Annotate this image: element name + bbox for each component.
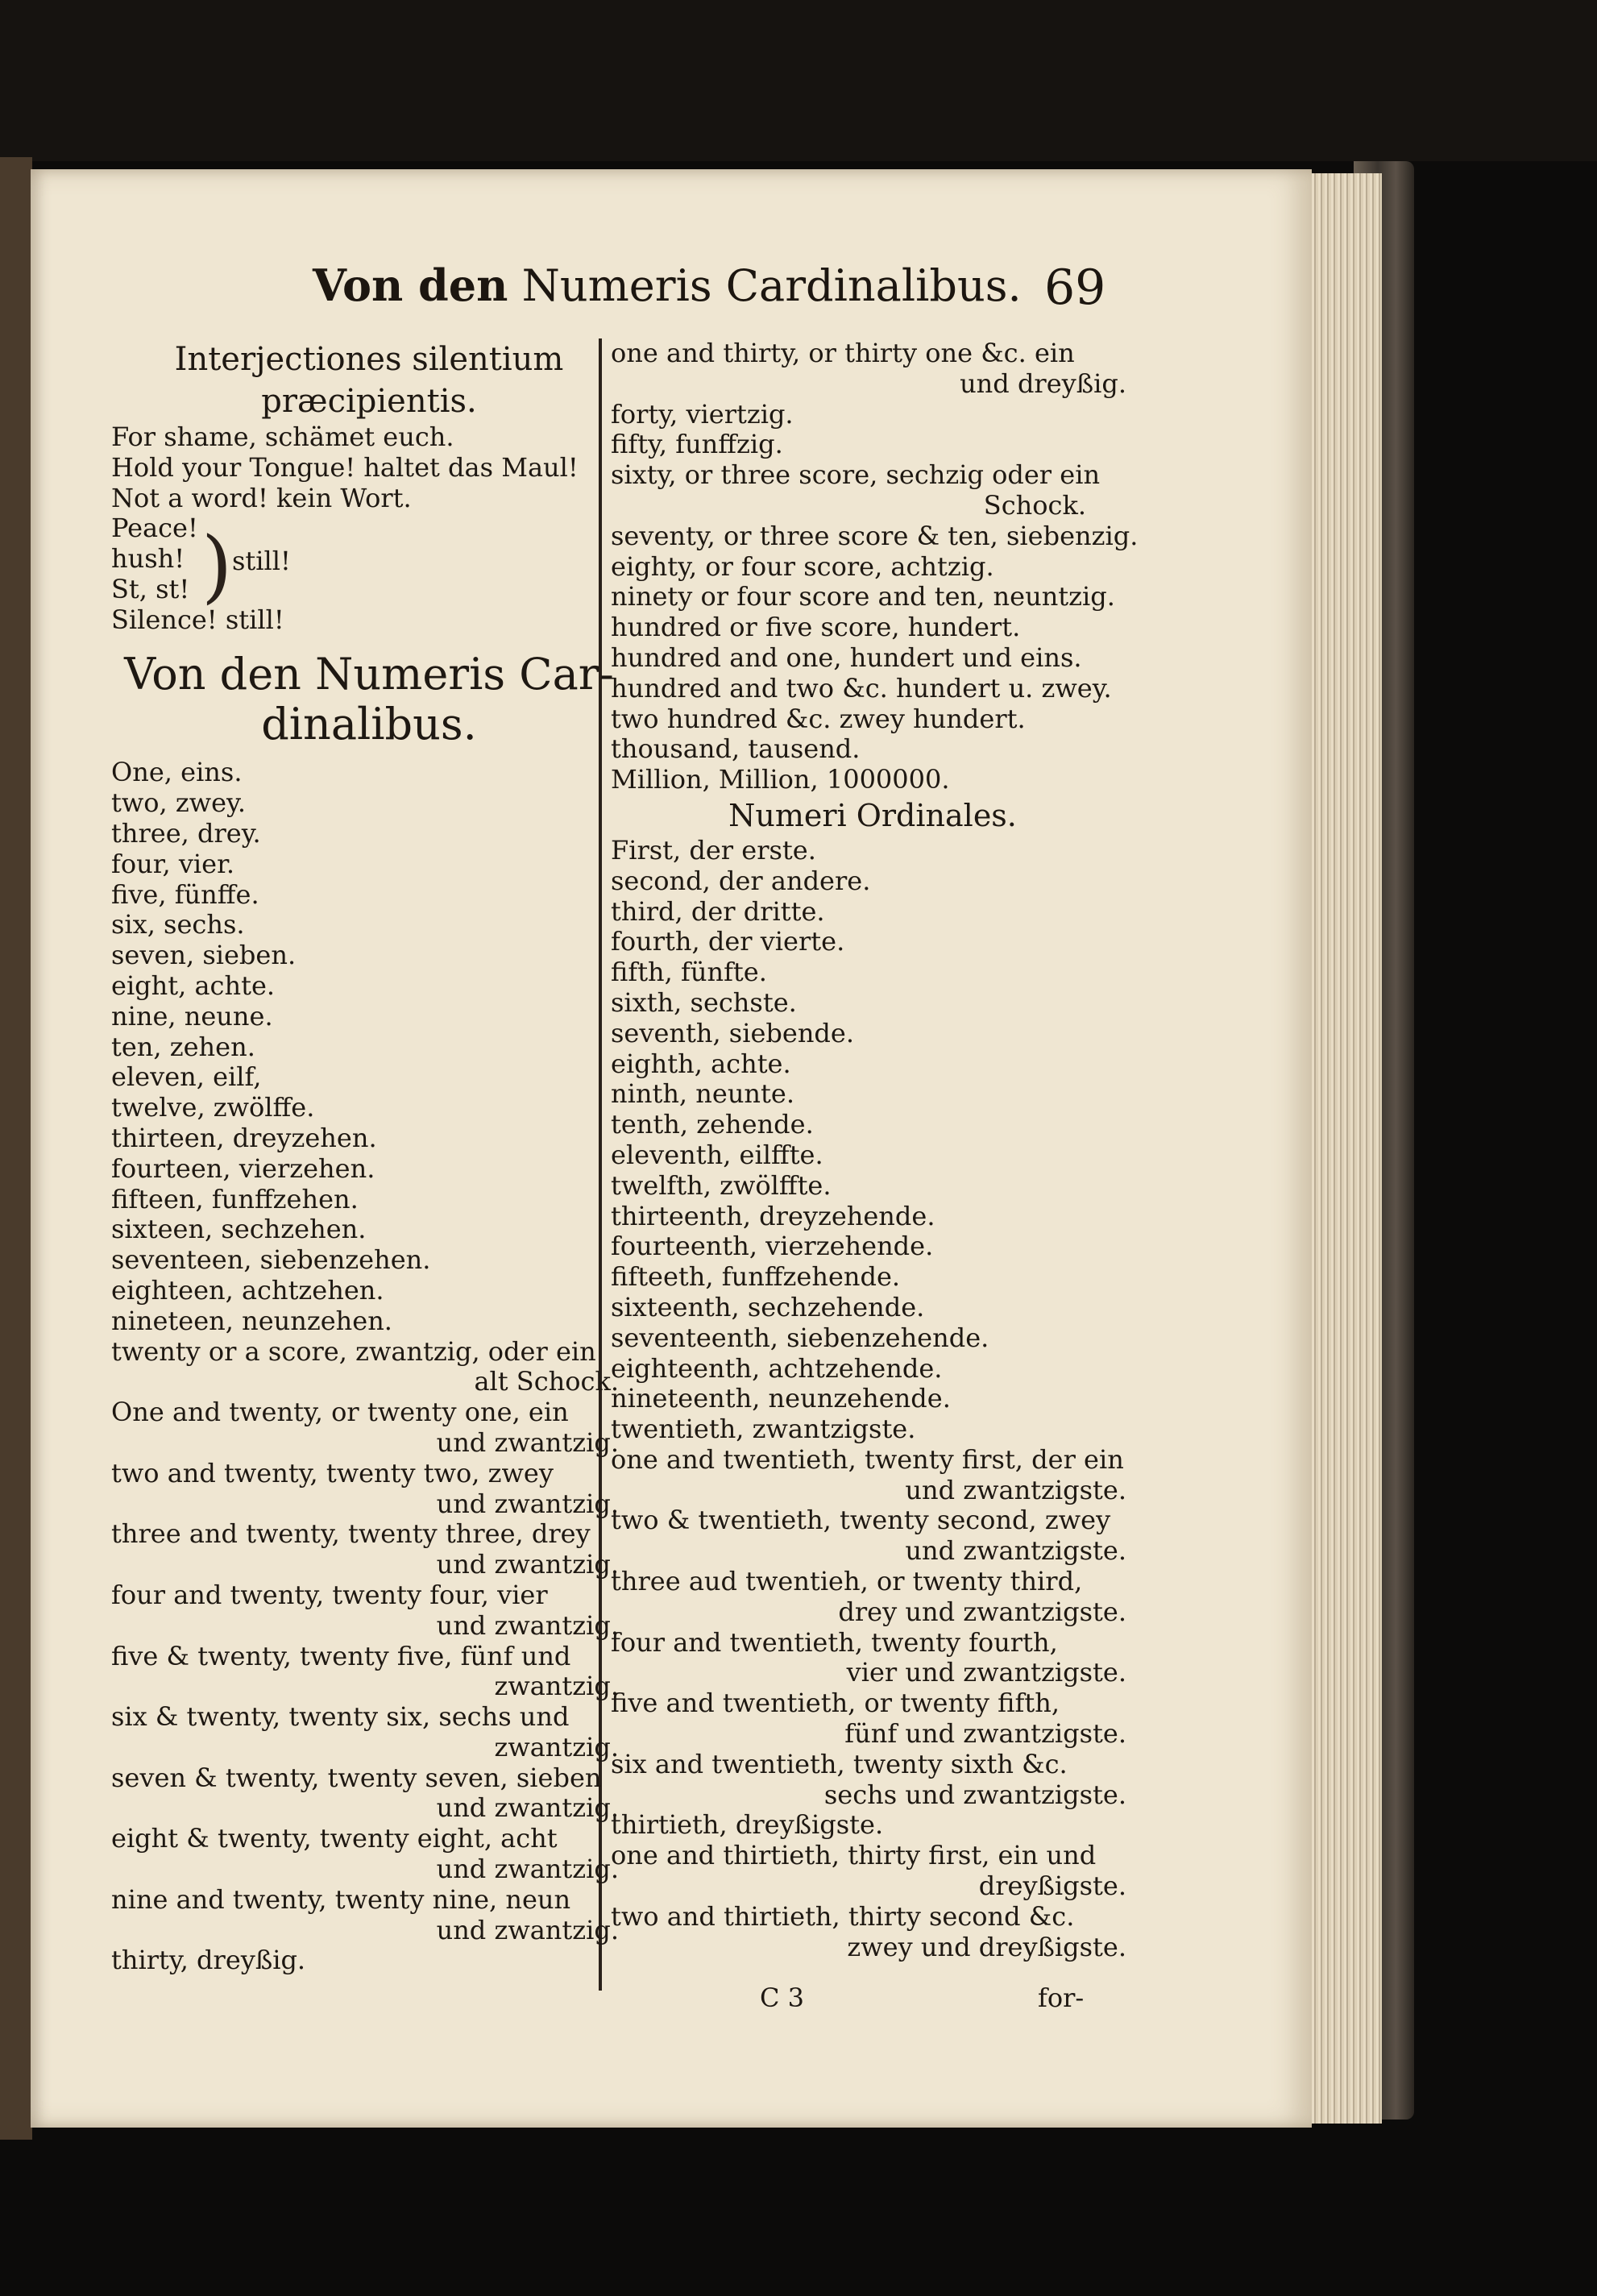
ordinal-entry: eighteenth, achtzehende. bbox=[611, 1352, 943, 1384]
ordinal-entry: fifth, fünfte. bbox=[611, 957, 767, 988]
header-latin: Numeris Cardinalibus. bbox=[521, 260, 1022, 311]
book-page bbox=[31, 169, 1312, 2128]
number-entry: four and twenty, twenty four, vier bbox=[111, 1579, 548, 1610]
ordinal-entry: one and thirtieth, thirty first, ein und bbox=[611, 1840, 1097, 1871]
ordinal-entry: twelfth, zwölffte. bbox=[611, 1169, 832, 1201]
number-entry: twenty or a score, zwantzig, oder ein bbox=[111, 1335, 596, 1367]
number-entry-cont: und zwantzig. bbox=[436, 1426, 619, 1458]
ordinals-heading: Numeri Ordinales. bbox=[728, 797, 1017, 833]
ordinal-entry: nineteenth, neunzehende. bbox=[611, 1383, 951, 1414]
ordinal-entry: First, der erste. bbox=[611, 834, 816, 866]
ordinal-entry-cont: sechs und zwantzigste. bbox=[823, 1779, 1126, 1810]
number-entry: five & twenty, twenty five, fünf und bbox=[111, 1640, 571, 1671]
number-entry: four, vier. bbox=[111, 848, 235, 879]
ordinal-entry-cont: vier und zwantzigste. bbox=[846, 1657, 1126, 1688]
catchword: for- bbox=[1038, 1983, 1085, 2013]
section-heading-line: dinalibus. bbox=[261, 699, 477, 750]
number-entry-cont: und zwantzig. bbox=[436, 1549, 619, 1580]
number-entry-cont: zwantzig. bbox=[494, 1731, 619, 1762]
entry-line: hush! bbox=[111, 543, 185, 575]
number-entry: One and twenty, or twenty one, ein bbox=[111, 1397, 569, 1428]
number-entry: fifty, funffzig. bbox=[611, 429, 783, 460]
number-entry: thirteen, dreyzehen. bbox=[111, 1122, 377, 1153]
ordinal-entry-cont: drey und zwantzigste. bbox=[838, 1596, 1126, 1627]
number-entry: twelve, zwölffe. bbox=[111, 1092, 315, 1123]
ordinal-entry-cont: dreyßigste. bbox=[978, 1870, 1126, 1902]
ordinal-entry: fourteenth, vierzehende. bbox=[611, 1231, 934, 1262]
number-entry: eight, achte. bbox=[111, 969, 276, 1001]
number-entry: hundred or five score, hundert. bbox=[611, 612, 1021, 643]
number-entry: fourteen, vierzehen. bbox=[111, 1152, 375, 1184]
silence-group bbox=[111, 513, 627, 635]
ordinal-entry: tenth, zehende. bbox=[611, 1109, 814, 1140]
number-entry: six, sechs. bbox=[111, 909, 245, 940]
number-entry: hundred and two &c. hundert u. zwey. bbox=[611, 672, 1112, 704]
number-entry: seventy, or three score & ten, siebenzig. bbox=[611, 520, 1139, 551]
number-entry: three and twenty, twenty three, drey bbox=[111, 1518, 591, 1550]
ordinal-entry: five and twentieth, or twenty fifth, bbox=[611, 1688, 1060, 1719]
number-entry: six & twenty, twenty six, sechs und bbox=[111, 1701, 570, 1733]
number-entry: hundred and one, hundert und eins. bbox=[611, 641, 1082, 673]
entry-line: Silence! still! bbox=[111, 604, 284, 635]
interjection-heading: Interjectiones silentium bbox=[174, 341, 564, 378]
number-entry-cont: und zwantzig. bbox=[436, 1488, 619, 1519]
running-header bbox=[313, 259, 1022, 311]
section-heading bbox=[111, 650, 627, 749]
number-entry: seventeen, siebenzehen. bbox=[111, 1244, 431, 1276]
ordinal-entry: two & twentieth, twenty second, zwey bbox=[611, 1505, 1111, 1536]
number-entry: eight & twenty, twenty eight, acht bbox=[111, 1823, 558, 1854]
number-entry-cont: und dreyßig. bbox=[960, 367, 1126, 399]
number-entry: Million, Million, 1000000. bbox=[611, 764, 950, 795]
number-entry: fifteen, funffzehen. bbox=[111, 1183, 359, 1214]
number-entry: five, fünffe. bbox=[111, 878, 259, 910]
ordinal-entry: thirtieth, dreyßigste. bbox=[611, 1809, 884, 1841]
number-entry: three, drey. bbox=[111, 817, 261, 849]
entry-line: St, st! bbox=[111, 573, 190, 604]
entry-line: Peace! bbox=[111, 513, 198, 544]
dark-background bbox=[0, 0, 1597, 161]
number-entry-cont: zwantzig. bbox=[494, 1671, 619, 1702]
number-entry: eleven, eilf, bbox=[111, 1061, 262, 1093]
number-entry: nine and twenty, twenty nine, neun bbox=[111, 1883, 571, 1915]
number-entry-cont: alt Schock. bbox=[474, 1366, 619, 1397]
number-entry: two hundred &c. zwey hundert. bbox=[611, 703, 1026, 734]
ordinal-entry: eleventh, eilffte. bbox=[611, 1139, 823, 1170]
ordinal-entry: six and twentieth, twenty sixth &c. bbox=[611, 1748, 1068, 1779]
number-entry-cont: und zwantzig. bbox=[436, 1854, 619, 1885]
number-entry: thirty, dreyßig. bbox=[111, 1945, 306, 1976]
ordinal-entry: ninth, neunte. bbox=[611, 1078, 794, 1110]
number-entry: seven & twenty, twenty seven, sieben bbox=[111, 1762, 602, 1793]
ordinal-entry: sixth, sechste. bbox=[611, 986, 797, 1018]
page-number: 69 bbox=[1044, 259, 1106, 316]
number-entry: one and thirty, or thirty one &c. ein bbox=[611, 338, 1075, 368]
number-entry-cont: und zwantzig. bbox=[436, 1609, 619, 1641]
number-entry: sixty, or three score, sechzig oder ein bbox=[611, 459, 1101, 491]
number-entry-cont: und zwantzig. bbox=[436, 1914, 619, 1945]
ordinal-entry: twentieth, zwantzigste. bbox=[611, 1414, 916, 1445]
number-entry: ninety or four score and ten, neuntzig. bbox=[611, 581, 1115, 612]
ordinal-entry: fifteeth, funffzehende. bbox=[611, 1261, 901, 1293]
number-entry: ten, zehen. bbox=[111, 1031, 255, 1062]
signature-mark: C 3 bbox=[760, 1983, 805, 2013]
number-entry: sixteen, sechzehen. bbox=[111, 1214, 367, 1245]
entry-line: For shame, schämet euch. bbox=[111, 421, 454, 452]
ordinal-entry: two and thirtieth, thirty second &c. bbox=[611, 1900, 1075, 1932]
number-entry-cont: Schock. bbox=[983, 489, 1086, 521]
section-heading-line: Von den Numeris Car- bbox=[124, 649, 614, 700]
ordinal-entry-cont: und zwantzigste. bbox=[905, 1535, 1126, 1567]
header-fraktur: Von den bbox=[313, 259, 508, 311]
ordinal-entry-cont: und zwantzigste. bbox=[905, 1474, 1126, 1505]
number-entry: One, eins. bbox=[111, 757, 243, 788]
number-entry: forty, viertzig. bbox=[611, 398, 794, 430]
ordinal-entry: thirteenth, dreyzehende. bbox=[611, 1200, 935, 1231]
silence-translation: still! bbox=[232, 546, 291, 577]
ordinal-entry: third, der dritte. bbox=[611, 895, 825, 927]
ordinal-entry: three aud twentieh, or twenty third, bbox=[611, 1566, 1083, 1597]
left-page-edge bbox=[0, 157, 32, 2140]
number-entry: two and twenty, twenty two, zwey bbox=[111, 1457, 554, 1488]
right-column bbox=[611, 338, 1139, 1962]
entry-line: Not a word! kein Wort. bbox=[111, 482, 412, 513]
number-entry: nine, neune. bbox=[111, 1000, 273, 1032]
ordinal-entry: seventeenth, siebenzehende. bbox=[611, 1322, 989, 1353]
number-entry: nineteen, neunzehen. bbox=[111, 1305, 392, 1336]
ordinal-entry: four and twentieth, twenty fourth, bbox=[611, 1626, 1058, 1658]
ordinal-entry: second, der andere. bbox=[611, 865, 871, 896]
number-entry: two, zwey. bbox=[111, 787, 247, 819]
ordinal-entry: fourth, der vierte. bbox=[611, 926, 845, 957]
ordinal-entry-cont: zwey und dreyßigste. bbox=[847, 1931, 1126, 1962]
number-entry: seven, sieben. bbox=[111, 940, 297, 971]
interjection-heading-2: præcipientis. bbox=[261, 383, 477, 420]
ordinal-entry: one and twentieth, twenty first, der ein bbox=[611, 1443, 1124, 1475]
ordinal-entry: seventh, siebende. bbox=[611, 1017, 855, 1048]
ordinal-entry: eighth, achte. bbox=[611, 1048, 791, 1079]
page-stack-edges bbox=[1305, 173, 1382, 2124]
number-entry: eighty, or four score, achtzig. bbox=[611, 550, 994, 582]
number-entry: eighteen, achtzehen. bbox=[111, 1274, 384, 1306]
ordinal-entry: sixteenth, sechzehende. bbox=[611, 1291, 925, 1322]
entry-line: Hold your Tongue! haltet das Maul! bbox=[111, 451, 579, 483]
left-column bbox=[111, 338, 627, 1976]
number-entry: thousand, tausend. bbox=[611, 733, 861, 765]
ordinal-entry-cont: fünf und zwantzigste. bbox=[844, 1718, 1126, 1750]
curly-brace: ) bbox=[201, 521, 233, 613]
number-entry-cont: und zwantzig. bbox=[436, 1792, 619, 1824]
